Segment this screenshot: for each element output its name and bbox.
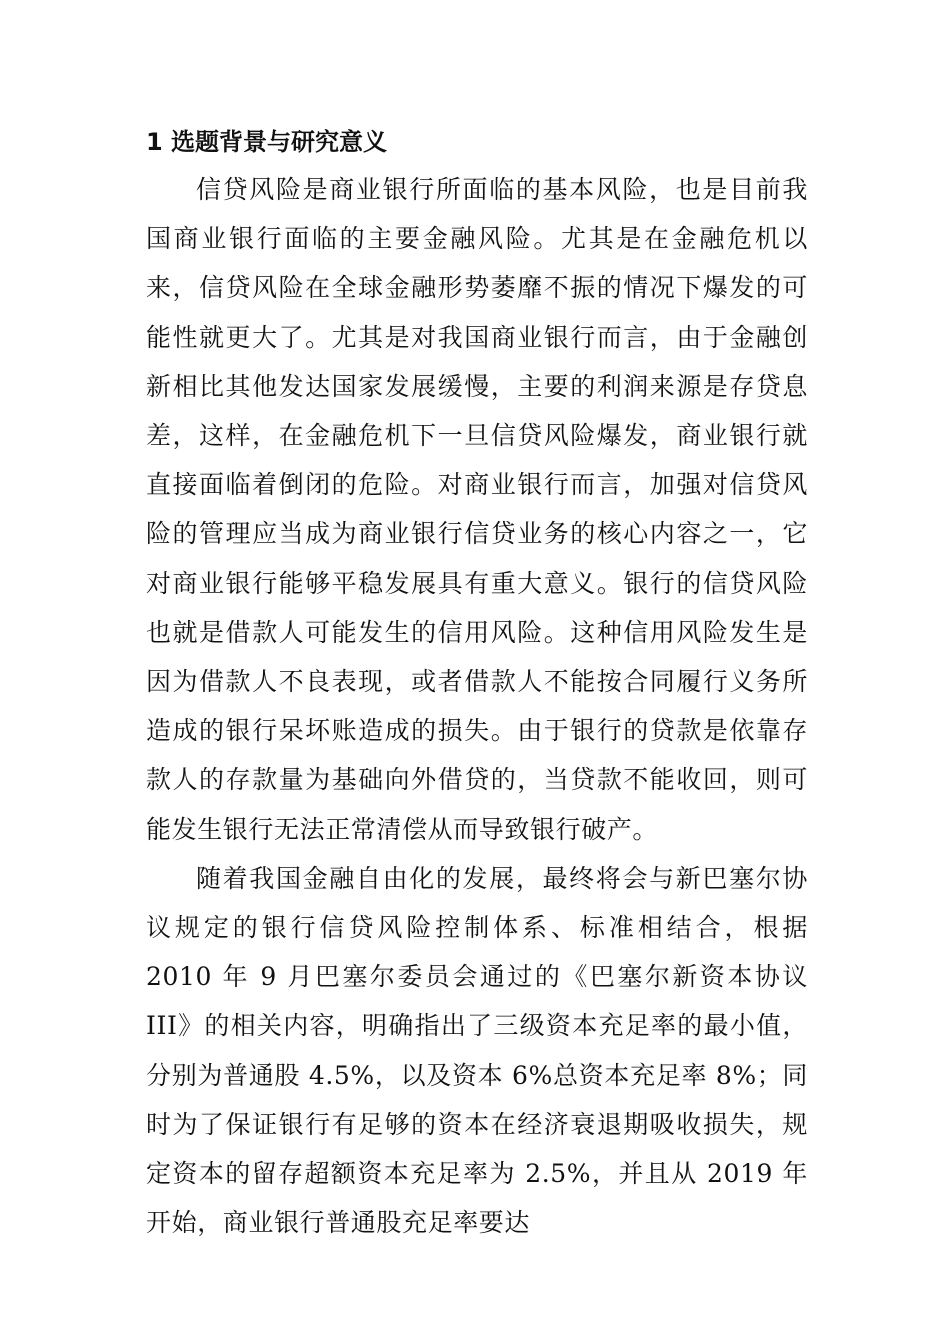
document-body [146,165,808,1247]
paragraph-basel-accord: 随着我国金融自由化的发展，最终将会与新巴塞尔协议规定的银行信贷风险控制体系、标准相结合，根据 2010 年 9 月巴塞尔委员会通过的《巴塞尔新资本协议 III》的相关内容，明确指出了三级资本充足率的最小值，分别为普通股 4.5%，以及资本 6%总资本充足率 8%；同时为了保证银行有足够的资本在经济衰退期吸收损失，规定资本的留存超额资本充足率为 2.5%，并且从 2019 年开始，商业银行普通股充足率要达 [146,863,808,1238]
paragraph-credit-risk: 信贷风险是商业银行所面临的基本风险，也是目前我国商业银行面临的主要金融风险。尤其是在金融危机以来，信贷风险在全球金融形势萎靡不振的情况下爆发的可能性就更大了。尤其是对我国商业银行而言，由于金融创新相比其他发达国家发展缓慢，主要的利润来源是存贷息差，这样，在金融危机下一旦信贷风险爆发，商业银行就直接面临着倒闭的危险。对商业银行而言，加强对信贷风险的管理应当成为商业银行信贷业务的核心内容之一，它对商业银行能够平稳发展具有重大意义。银行的信贷风险也就是借款人可能发生的信用风险。这种信用风险发生是因为借款人不良表现，或者借款人不能按合同履行义务所造成的银行呆坏账造成的损失。由于银行的贷款是依靠存款人的存款量为基础向外借贷的，当贷款不能收回，则可能发生银行无法正常清偿从而导致银行破产。 [146,175,808,844]
section-heading: 1 选题背景与研究意义 [146,128,388,156]
